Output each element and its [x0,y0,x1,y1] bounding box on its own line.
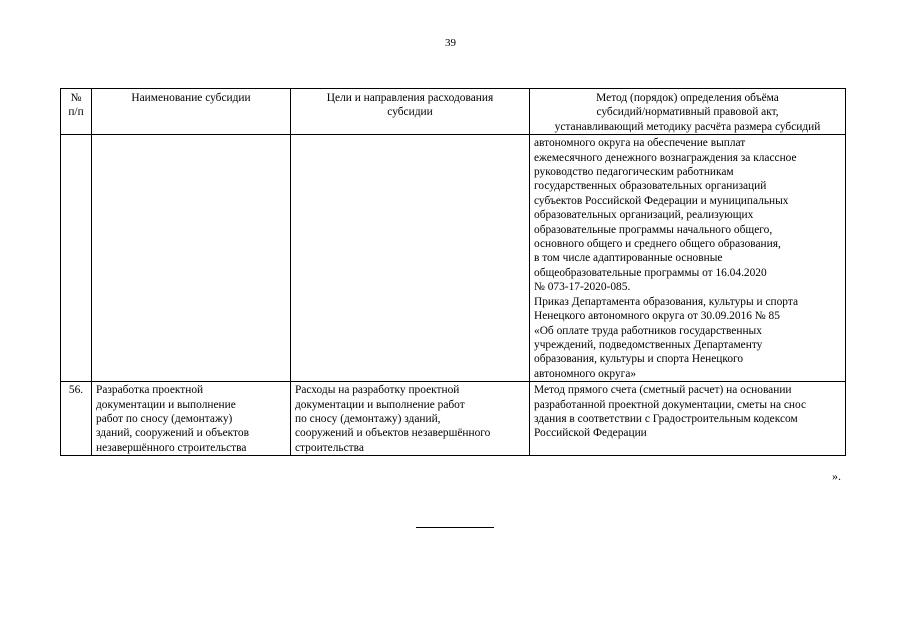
header-goals-line: Цели и направления расходования [326,92,494,104]
header-num-line: № [70,92,82,104]
method-line: здания в соответствии с Градостроительным кодексом [534,412,798,425]
header-method-line: устанавливающий методику расчёта размера субсидий [554,120,821,133]
method-line: автономного округа» [534,367,637,380]
method-line: образования, культуры и спорта Ненецкого [534,353,744,366]
subsidies-table [60,88,846,456]
header-subsidy-name [92,89,291,135]
table-row-56 [61,382,846,456]
header-method-line: Метод (порядок) определения объёма [596,92,779,104]
method-line: образовательные программы начального общего, [534,223,773,236]
method-line: № 073-17-2020-085. [534,281,631,294]
header-goals [291,89,530,135]
header-method-line: субсидий/нормативный правовой акт, [596,106,779,119]
name-line: зданий, сооружений и объектов [96,427,249,440]
cell-num [61,135,92,382]
method-line: разработанной проектной документации, сметы на снос [534,398,807,411]
method-line: образовательных организаций, реализующих [534,209,754,222]
method-line: «Об оплате труда работников государственных [534,324,762,337]
cell-goals [291,382,530,456]
header-num [61,89,92,135]
goals-line: Расходы на разработку проектной [295,384,460,397]
goals-line: по сносу (демонтажу) зданий, [295,412,441,425]
method-line: основного общего и среднего общего образования, [534,238,781,251]
footer-separator-line [416,527,494,528]
header-num-line: п/п [68,106,84,119]
goals-line: документации и выполнение работ [295,398,465,411]
method-line: общеобразовательные программы от 16.04.2020 [534,266,767,279]
goals-line: сооружений и объектов незавершённого [295,427,491,440]
method-line: учреждений, подведомственных Департаменту [534,338,763,351]
cell-method [530,382,846,456]
method-line: Метод прямого счета (сметный расчет) на основании [534,384,792,397]
cell-goals [291,135,530,382]
cell-method [530,135,846,382]
table-row-continuation [61,135,846,382]
header-method [530,89,846,135]
method-line: государственных образовательных организаций [534,180,767,193]
method-line: руководство педагогическим работникам [534,166,734,179]
cell-name [92,382,291,456]
method-line: Российской Федерации [534,427,647,440]
name-line: документации и выполнение [96,398,236,411]
cell-num: 56. [61,382,92,456]
method-line: субъектов Российской Федерации и муниципальных [534,194,789,207]
method-line: Ненецкого автономного округа от 30.09.2016 № 85 [534,310,780,323]
header-name-line: Наименование субсидии [131,92,251,104]
closing-quote-mark: ». [832,469,841,483]
method-line: автономного округа на обеспечение выплат [534,137,746,150]
name-line: работ по сносу (демонтажу) [96,412,233,425]
name-line: Разработка проектной [96,384,204,397]
method-line: ежемесячного денежного вознаграждения за классное [534,151,797,164]
method-line: в том числе адаптированные основные [534,252,723,265]
name-line: незавершённого строительства [96,441,247,454]
cell-name [92,135,291,382]
method-line: Приказ Департамента образования, культуры и спорта [534,295,799,308]
goals-line: строительства [295,441,364,454]
page-number: 39 [445,37,456,49]
header-goals-line: субсидии [387,106,433,119]
table-header-row [61,89,846,135]
